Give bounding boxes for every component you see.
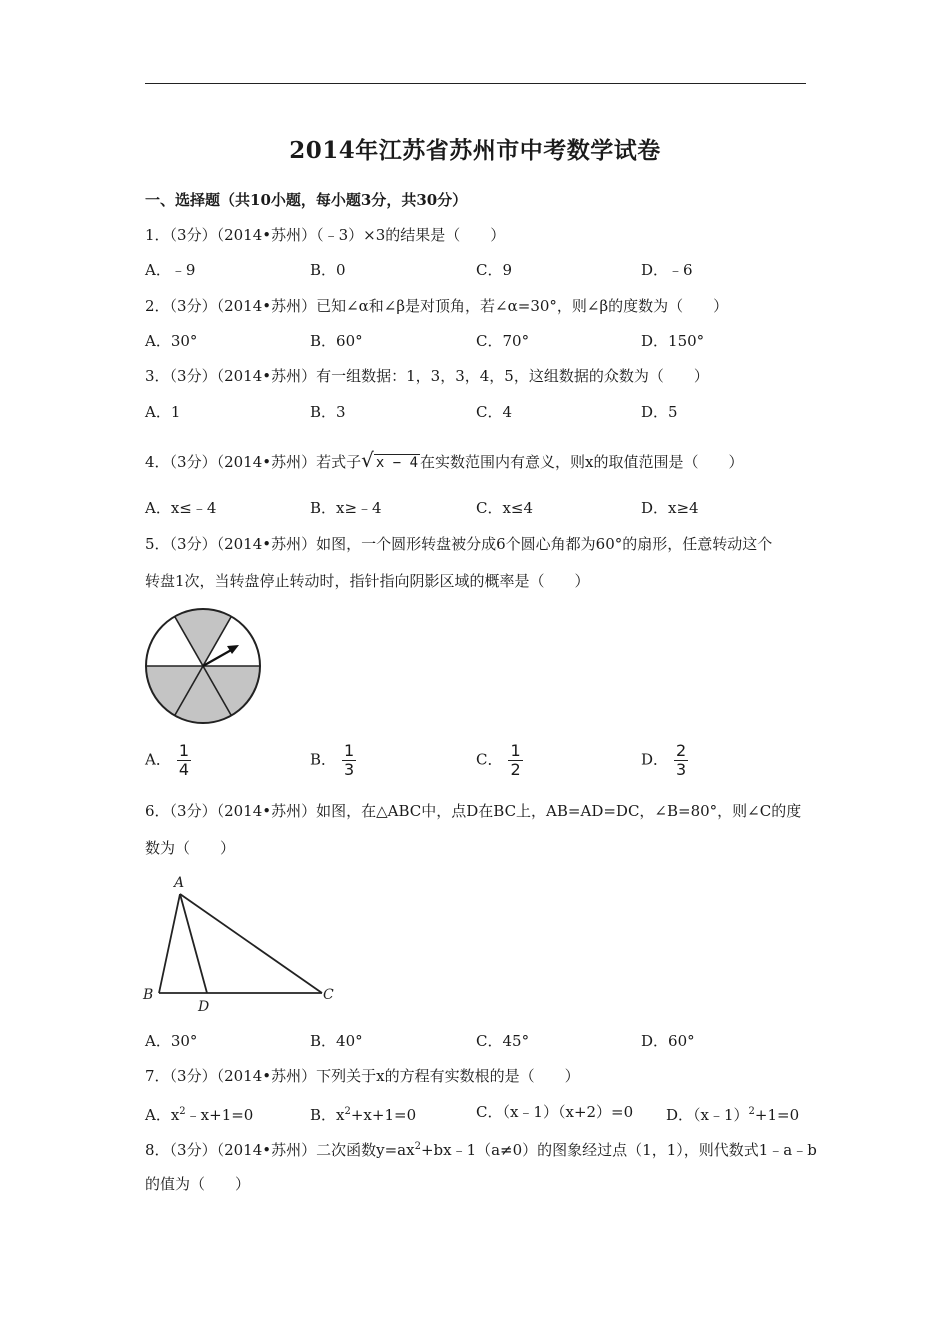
vertex-label-c: C <box>323 987 334 1003</box>
q7-a-post: ﹣x+1=0 <box>185 1106 254 1124</box>
question-2-stem: 2．（3分）（2014•苏州）已知∠α和∠β是对顶角，若∠α=30°，则∠β的度数为（ ） <box>145 297 729 315</box>
q5-option-c <box>476 742 523 779</box>
question-8-line-1 <box>145 1137 817 1160</box>
q6-option-c: C．45° <box>476 1032 530 1050</box>
q4-option-c: C．x≤4 <box>476 499 534 517</box>
q3-option-a: A．1 <box>145 403 181 421</box>
header-rule <box>145 83 806 84</box>
q1-option-b: B．0 <box>310 261 346 279</box>
q2-option-a: A．30° <box>145 332 198 350</box>
fraction-b-denominator: 3 <box>344 760 355 779</box>
radicand: x − 4 <box>375 455 419 471</box>
q4-stem-post: 在实数范围内有意义，则x的取值范围是（ ） <box>420 453 744 471</box>
q7-a-exponent: 2 <box>179 1106 186 1117</box>
q5-option-b <box>310 742 356 779</box>
fraction-a-numerator: 1 <box>178 741 190 760</box>
question-3-stem: 3．（3分）（2014•苏州）有一组数据：1，3，3，4，5，这组数据的众数为（ ） <box>145 367 709 385</box>
vertex-label-d: D <box>198 999 210 1014</box>
q1-option-c: C．9 <box>476 261 513 279</box>
page-title: 2014年江苏省苏州市中考数学试卷 <box>289 137 661 164</box>
vertex-label-a: A <box>174 875 185 891</box>
fraction-d-denominator: 3 <box>676 760 687 779</box>
q5-option-d <box>641 742 688 779</box>
q3-option-d: D．5 <box>641 403 678 421</box>
q5-option-b-label: B． <box>310 750 337 769</box>
q3-option-c: C．4 <box>476 403 513 421</box>
q7-d-exponent: 2 <box>748 1106 755 1117</box>
q1-option-a: A．﹣9 <box>145 261 196 279</box>
fraction-b <box>342 742 356 779</box>
q8-line1-pre: 8．（3分）（2014•苏州）二次函数y=ax <box>145 1141 415 1159</box>
question-5-line-2: 转盘1次，当转盘停止转动时，指针指向阴影区域的概率是（ ） <box>145 572 590 590</box>
q7-option-c: C．（x﹣1）（x+2）=0 <box>476 1103 634 1121</box>
q7-b-post: +x+1=0 <box>350 1106 417 1124</box>
radical-sign-icon: √ <box>361 448 374 472</box>
spinner-figure <box>140 605 270 730</box>
q2-option-d: D．150° <box>641 332 705 350</box>
question-4-stem <box>145 450 744 473</box>
fraction-c-numerator: 1 <box>510 741 521 760</box>
vertex-label-b: B <box>143 987 154 1003</box>
q8-exponent: 2 <box>414 1141 421 1152</box>
q3-option-b: B．3 <box>310 403 346 421</box>
q2-option-b: B．60° <box>310 332 363 350</box>
q7-d-pre: D．（x﹣1） <box>666 1106 749 1124</box>
q1-option-d: D．﹣6 <box>641 261 693 279</box>
segment-ab <box>159 894 180 993</box>
sqrt-expression <box>361 450 420 473</box>
segment-ac <box>180 894 322 993</box>
fraction-d-numerator: 2 <box>676 741 687 760</box>
q5-option-c-label: C． <box>476 750 503 769</box>
fraction-c <box>508 742 522 779</box>
fraction-b-numerator: 1 <box>344 741 355 760</box>
q7-option-d <box>666 1102 799 1125</box>
fraction-a-denominator: 4 <box>178 760 190 779</box>
q7-option-a <box>145 1102 253 1125</box>
q7-d-post: +1=0 <box>754 1106 800 1124</box>
fraction-c-denominator: 2 <box>510 760 521 779</box>
q2-option-c: C．70° <box>476 332 530 350</box>
q8-line1-post: +bx﹣1（a≠0）的图象经过点（1，1），则代数式1﹣a﹣b <box>420 1141 817 1159</box>
question-6-line-1: 6．（3分）（2014•苏州）如图，在△ABC中，点D在BC上，AB=AD=DC，∠B=80°，则∠C的度 <box>145 802 802 820</box>
question-6-line-2: 数为（ ） <box>145 839 236 857</box>
q4-option-b: B．x≥﹣4 <box>310 499 382 517</box>
triangle-figure <box>140 872 340 1014</box>
segment-ad <box>180 894 207 993</box>
fraction-a <box>177 742 191 779</box>
q4-stem-pre: 4．（3分）（2014•苏州）若式子 <box>145 453 362 471</box>
question-7-stem: 7．（3分）（2014•苏州）下列关于x的方程有实数根的是（ ） <box>145 1067 580 1085</box>
q5-option-d-label: D． <box>641 750 669 769</box>
q5-option-a-label: A． <box>145 750 171 769</box>
q4-option-d: D．x≥4 <box>641 499 699 517</box>
fraction-d <box>674 742 688 779</box>
question-8-line-2: 的值为（ ） <box>145 1175 251 1193</box>
q4-option-a: A．x≤﹣4 <box>145 499 217 517</box>
shaded-sector-top <box>175 610 231 666</box>
q6-option-a: A．30° <box>145 1032 198 1050</box>
q6-option-b: B．40° <box>310 1032 363 1050</box>
q7-a-pre: A．x <box>145 1106 180 1124</box>
question-1-stem: 1．（3分）（2014•苏州）（﹣3）×3的结果是（ ） <box>145 226 506 244</box>
q5-option-a <box>145 742 191 779</box>
q7-b-exponent: 2 <box>344 1106 351 1117</box>
pointer-arrow-icon <box>227 645 239 654</box>
q6-option-d: D．60° <box>641 1032 695 1050</box>
section-heading: 一、选择题（共10小题，每小题3分，共30分） <box>145 191 468 209</box>
question-5-line-1: 5．（3分）（2014•苏州）如图，一个圆形转盘被分成6个圆心角都为60°的扇形，任意转动这个 <box>145 535 773 553</box>
q7-b-pre: B．x <box>310 1106 345 1124</box>
q7-option-b <box>310 1102 416 1125</box>
